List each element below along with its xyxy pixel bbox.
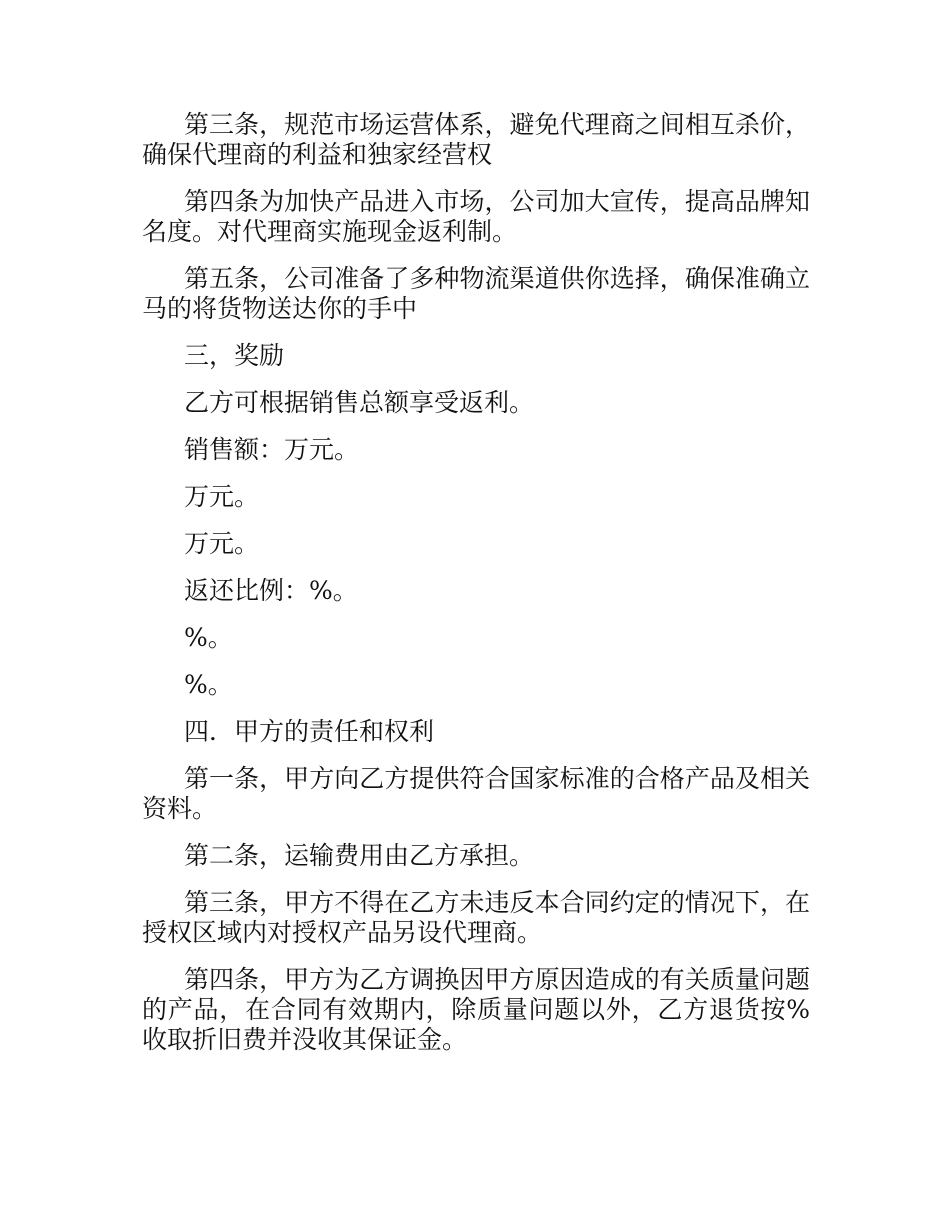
paragraph-sales-amount: 销售额：万元。 (184, 435, 360, 464)
paragraph-rebate-ratio-3: %。 (184, 670, 233, 699)
paragraph-rebate-ratio-2: %。 (184, 623, 233, 652)
paragraph-sales-amount-3: 万元。 (184, 529, 260, 558)
paragraph-article-4-promotion: 第四条为加快产品进入市场，公司加大宣传，提高品牌知名度。对代理商实施现金返利制。 (142, 187, 810, 246)
document-body (142, 110, 810, 1072)
paragraph-article-3-market: 第三条，规范市场运营体系，避免代理商之间相互杀价，确保代理商的利益和独家经营权 (142, 110, 810, 169)
paragraph-duty-article-3: 第三条，甲方不得在乙方未违反本合同约定的情况下，在授权区域内对授权产品另设代理商。 (142, 888, 810, 947)
section-heading-rewards: 三，奖励 (184, 341, 285, 370)
section-heading-party-a-duties: 四．甲方的责任和权利 (184, 717, 435, 746)
paragraph-sales-amount-2: 万元。 (184, 482, 260, 511)
paragraph-duty-article-2: 第二条，运输费用由乙方承担。 (184, 841, 535, 870)
paragraph-duty-article-1: 第一条，甲方向乙方提供符合国家标准的合格产品及相关资料。 (142, 764, 810, 823)
paragraph-duty-article-4: 第四条，甲方为乙方调换因甲方原因造成的有关质量问题的产品，在合同有效期内，除质量问题以外，乙方退货按%收取折旧费并没收其保证金。 (142, 965, 810, 1054)
paragraph-rebate-ratio: 返还比例：%。 (184, 576, 358, 605)
paragraph-article-5-logistics: 第五条，公司准备了多种物流渠道供你选择，确保准确立马的将货物送达你的手中 (142, 264, 810, 323)
paragraph-rebate-intro: 乙方可根据销售总额享受返利。 (184, 388, 535, 417)
